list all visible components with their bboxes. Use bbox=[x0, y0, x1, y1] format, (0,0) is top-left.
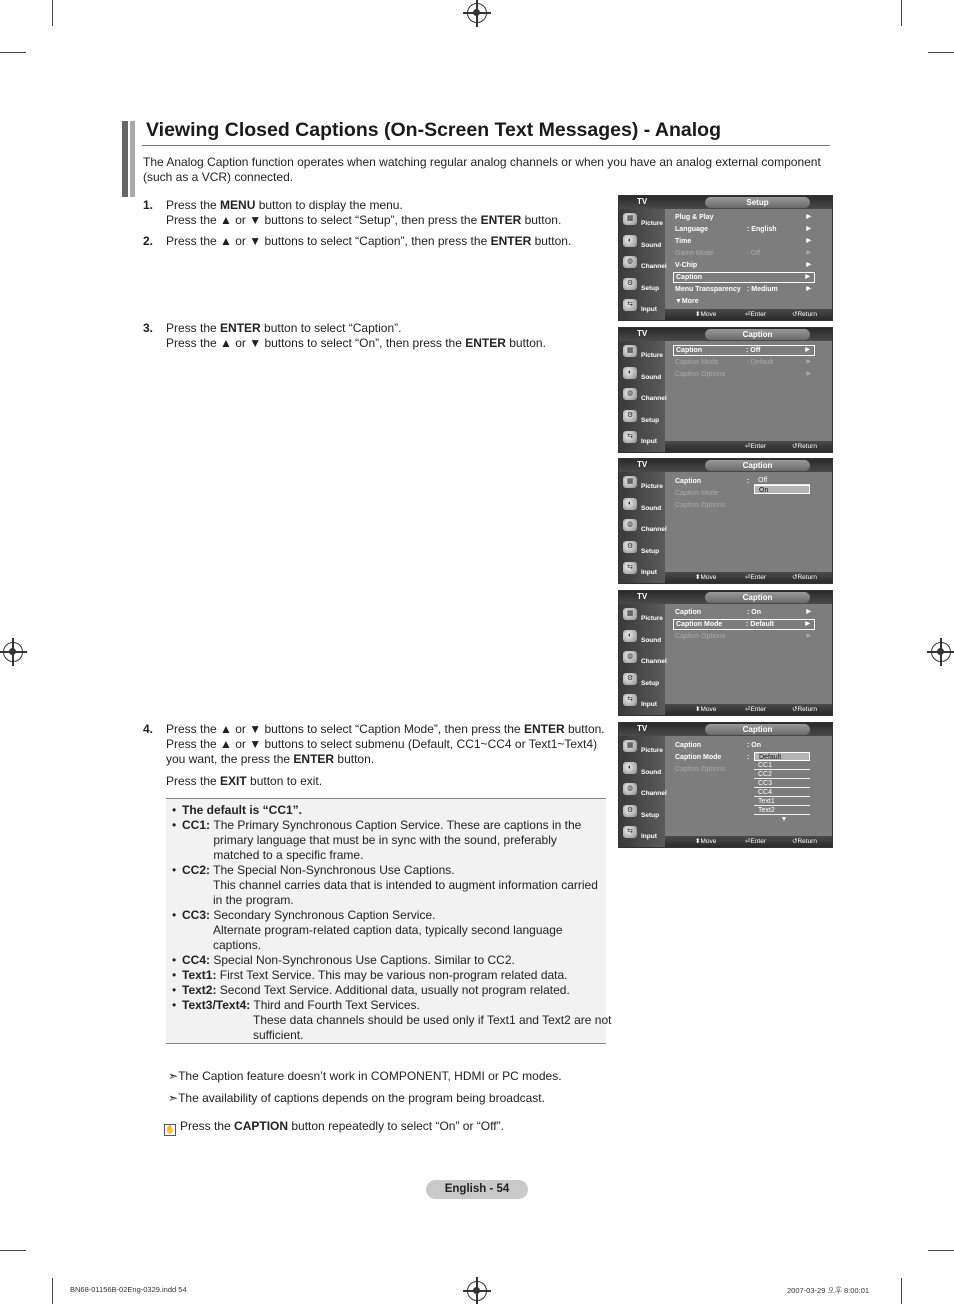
osd-header bbox=[619, 196, 832, 209]
osd-caption-menu bbox=[618, 327, 833, 453]
input-icon: ⇆ bbox=[623, 562, 637, 574]
note-text3-text4: • Text3/Text4: Third and Fourth Text Services. These data channels should be used only if Text1 and Text2 are not sufficient. bbox=[172, 998, 612, 1042]
right-arrow-icon: ▶ bbox=[806, 633, 811, 639]
osd-sidebar bbox=[619, 341, 665, 452]
picture-icon: ▦ bbox=[623, 476, 637, 488]
crop-mark bbox=[901, 0, 902, 26]
step-line: Press the ▲ or ▼ buttons to select “On”, then press the ENTER button. bbox=[166, 336, 546, 350]
osd-move-hint: ⬍ Move bbox=[695, 706, 717, 713]
osd-menu-title: Caption bbox=[705, 460, 810, 471]
osd-enter-hint: ⏎ Enter bbox=[745, 838, 766, 845]
osd-return-hint: ↺ Return bbox=[792, 574, 817, 581]
osd-sidebar-item-setup[interactable]: ⚙ Setup bbox=[621, 803, 665, 824]
osd-menu-title: Caption bbox=[705, 329, 810, 340]
osd-tv-label: TV bbox=[637, 197, 648, 206]
osd-row[interactable]: Caption : On bbox=[675, 742, 761, 749]
arrow-icon: ➣ bbox=[168, 1091, 179, 1105]
osd-row[interactable]: Caption Options ▶ bbox=[675, 371, 811, 378]
title-accent-bar bbox=[130, 121, 135, 197]
crop-mark bbox=[0, 1250, 26, 1251]
page-title: Viewing Closed Captions (On-Screen Text Messages) - Analog bbox=[146, 119, 722, 141]
osd-button-guide bbox=[665, 441, 832, 452]
channel-icon: ◍ bbox=[623, 256, 637, 268]
osd-sidebar-item-sound[interactable]: ◐ Sound bbox=[621, 760, 665, 781]
remote-button-icon: ✋ bbox=[165, 1125, 175, 1134]
step-number: 1. bbox=[143, 198, 154, 212]
osd-sidebar-item-sound[interactable]: ◐ Sound bbox=[621, 233, 665, 254]
date-slug: 2007-03-29 오후 8:00:01 bbox=[787, 1286, 870, 1295]
title-accent-bar bbox=[122, 121, 128, 197]
osd-button-guide bbox=[665, 572, 832, 583]
osd-move-hint: ⬍ Move bbox=[695, 311, 717, 318]
osd-sidebar-item-picture[interactable]: ▦ Picture bbox=[621, 343, 665, 364]
osd-tv-label: TV bbox=[637, 329, 648, 338]
osd-setup-menu bbox=[618, 195, 833, 321]
osd-row[interactable]: Caption : On ▶ bbox=[675, 609, 811, 616]
osd-sidebar-item-setup[interactable]: ⚙ Setup bbox=[621, 671, 665, 692]
step-1 bbox=[143, 198, 606, 228]
osd-row[interactable]: Caption Mode : bbox=[675, 754, 750, 761]
right-arrow-icon: ▶ bbox=[806, 286, 811, 292]
crop-mark bbox=[928, 1250, 954, 1251]
osd-sidebar-item-input[interactable]: ⇆ Input bbox=[621, 692, 665, 713]
osd-header bbox=[619, 723, 832, 736]
crop-mark bbox=[52, 1278, 53, 1304]
crop-mark bbox=[52, 0, 53, 26]
title-divider bbox=[142, 145, 830, 146]
file-slug: BN68-01156B-02Eng-0329.indd 54 bbox=[70, 1285, 187, 1294]
sound-icon: ◐ bbox=[623, 235, 637, 247]
osd-button-guide bbox=[665, 309, 832, 320]
osd-button-guide bbox=[665, 836, 832, 847]
osd-dropdown-option[interactable]: Default bbox=[754, 752, 810, 761]
picture-icon: ▦ bbox=[623, 608, 637, 620]
setup-icon: ⚙ bbox=[623, 278, 637, 290]
osd-return-hint: ↺ Return bbox=[792, 311, 817, 318]
osd-sidebar-item-channel[interactable]: ◍ Channel bbox=[621, 781, 665, 802]
picture-icon: ▦ bbox=[623, 213, 637, 225]
osd-return-hint: ↺ Return bbox=[792, 443, 817, 450]
osd-row[interactable]: Caption Options ▶ bbox=[675, 633, 811, 640]
step-line: Press the ▲ or ▼ buttons to select “Caption Mode”, then press the ENTER button. bbox=[166, 722, 605, 736]
picture-icon: ▦ bbox=[623, 740, 637, 752]
osd-sidebar-item-input[interactable]: ⇆ Input bbox=[621, 429, 665, 450]
osd-dropdown-option[interactable]: CC3 bbox=[754, 779, 810, 788]
right-arrow-icon: ▶ bbox=[805, 347, 810, 353]
input-icon: ⇆ bbox=[623, 431, 637, 443]
osd-tv-label: TV bbox=[637, 724, 648, 733]
osd-sidebar-item-sound[interactable]: ◐ Sound bbox=[621, 365, 665, 386]
osd-sidebar-item-channel[interactable]: ◍ Channel bbox=[621, 386, 665, 407]
osd-tv-label: TV bbox=[637, 460, 648, 469]
sound-icon: ◐ bbox=[623, 367, 637, 379]
osd-sidebar bbox=[619, 209, 665, 320]
osd-move-hint: ⬍ Move bbox=[695, 574, 717, 581]
osd-dropdown-option[interactable]: CC2 bbox=[754, 770, 810, 779]
osd-caption-mode-submenu bbox=[618, 722, 833, 848]
right-arrow-icon: ▶ bbox=[806, 238, 811, 244]
osd-dropdown-option[interactable]: Text2 bbox=[754, 806, 810, 815]
registration-mark-icon bbox=[467, 1281, 487, 1301]
step-line: Press the EXIT button to exit. bbox=[166, 774, 323, 788]
input-icon: ⇆ bbox=[623, 826, 637, 838]
note-text1: • Text1: First Text Service. This may be various non-program related data. bbox=[172, 968, 568, 982]
osd-sidebar-item-input[interactable]: ⇆ Input bbox=[621, 824, 665, 845]
right-arrow-icon: ▶ bbox=[806, 262, 811, 268]
setup-icon: ⚙ bbox=[623, 805, 637, 817]
step-number: 2. bbox=[143, 234, 154, 248]
osd-dropdown-option[interactable]: Off bbox=[754, 476, 810, 485]
step-4 bbox=[143, 722, 606, 789]
osd-caption-on-off bbox=[618, 458, 833, 584]
registration-mark-icon bbox=[467, 3, 487, 23]
osd-enter-hint: ⏎ Enter bbox=[745, 443, 766, 450]
osd-header bbox=[619, 591, 832, 604]
right-arrow-icon: ▶ bbox=[806, 214, 811, 220]
step-line: Press the ▲ or ▼ buttons to select “Setup”, then press the ENTER button. bbox=[166, 213, 562, 227]
osd-row[interactable]: Caption Mode : Default ▶ bbox=[675, 359, 811, 366]
osd-header bbox=[619, 328, 832, 341]
osd-dropdown bbox=[754, 752, 810, 824]
right-arrow-icon: ▶ bbox=[806, 371, 811, 377]
osd-row[interactable]: Plug & Play ▶ bbox=[675, 214, 811, 221]
osd-row[interactable]: Menu Transparency : Medium ▶ bbox=[675, 286, 811, 293]
osd-return-hint: ↺ Return bbox=[792, 838, 817, 845]
osd-row[interactable]: Caption : bbox=[675, 478, 750, 485]
osd-sidebar-item-sound[interactable]: ◐ Sound bbox=[621, 628, 665, 649]
step-2 bbox=[143, 234, 606, 249]
osd-sidebar-item-picture[interactable]: ▦ Picture bbox=[621, 606, 665, 627]
channel-icon: ◍ bbox=[623, 388, 637, 400]
right-arrow-icon: ▶ bbox=[805, 274, 810, 280]
intro-paragraph: The Analog Caption function operates when watching regular analog channels or when you have an analog external component (such as a VCR) connected. bbox=[143, 155, 821, 184]
registration-mark-icon bbox=[931, 642, 951, 662]
crop-mark bbox=[901, 1278, 902, 1304]
osd-button-guide bbox=[665, 704, 832, 715]
note-cc3: • CC3: Secondary Synchronous Caption Service. Alternate program-related caption data, typically second language captions. bbox=[172, 908, 563, 952]
setup-icon: ⚙ bbox=[623, 673, 637, 685]
osd-menu-title: Caption bbox=[705, 724, 810, 735]
osd-dropdown-option[interactable]: On bbox=[754, 485, 810, 494]
caption-button-tip: ✋ Press the CAPTION button repeatedly to select “On” or “Off”. bbox=[165, 1119, 504, 1134]
osd-menu-title: Setup bbox=[705, 197, 810, 208]
right-arrow-icon: ▶ bbox=[806, 359, 811, 365]
osd-row[interactable]: Caption Options bbox=[675, 766, 726, 773]
osd-header bbox=[619, 459, 832, 472]
osd-sidebar-item-setup[interactable]: ⚙ Setup bbox=[621, 539, 665, 560]
sound-icon: ◐ bbox=[623, 762, 637, 774]
osd-enter-hint: ⏎ Enter bbox=[745, 574, 766, 581]
osd-menu-title: Caption bbox=[705, 592, 810, 603]
input-icon: ⇆ bbox=[623, 299, 637, 311]
crop-mark bbox=[928, 52, 954, 53]
step-line: Press the MENU button to display the menu. bbox=[166, 198, 403, 212]
osd-row[interactable]: Caption Mode bbox=[675, 490, 719, 497]
osd-sidebar-item-setup[interactable]: ⚙ Setup bbox=[621, 408, 665, 429]
step-number: 3. bbox=[143, 321, 154, 335]
osd-dropdown-option[interactable]: Text1 bbox=[754, 797, 810, 806]
osd-dropdown-option[interactable]: ▼ bbox=[780, 816, 788, 823]
note-text2: • Text2: Second Text Service. Additional data, usually not program related. bbox=[172, 983, 570, 997]
osd-sidebar-item-picture[interactable]: ▦ Picture bbox=[621, 474, 665, 495]
osd-sidebar-item-input[interactable]: ⇆ Input bbox=[621, 297, 665, 318]
osd-row[interactable]: Language : English ▶ bbox=[675, 226, 811, 233]
osd-move-hint: ⬍ Move bbox=[695, 838, 717, 845]
osd-sidebar bbox=[619, 604, 665, 715]
right-arrow-icon: ▶ bbox=[806, 609, 811, 615]
channel-icon: ◍ bbox=[623, 519, 637, 531]
osd-enter-hint: ⏎ Enter bbox=[745, 311, 766, 318]
setup-icon: ⚙ bbox=[623, 410, 637, 422]
caption-mode-note-box bbox=[166, 798, 612, 1044]
osd-row[interactable]: Caption : Off ▶ bbox=[673, 345, 815, 356]
osd-sidebar-item-picture[interactable]: ▦ Picture bbox=[621, 211, 665, 232]
crop-mark bbox=[0, 52, 26, 53]
sound-icon: ◐ bbox=[623, 630, 637, 642]
step-3 bbox=[143, 321, 606, 351]
osd-sidebar-item-channel[interactable]: ◍ Channel bbox=[621, 649, 665, 670]
picture-icon: ▦ bbox=[623, 345, 637, 357]
step-line: Press the ENTER button to select “Caption”. bbox=[166, 321, 402, 335]
note-cc1: • CC1: The Primary Synchronous Caption Service. These are captions in the primary language that must be in sync with the sound, preferably matched to a specific frame. bbox=[172, 818, 582, 862]
osd-tv-label: TV bbox=[637, 592, 648, 601]
registration-mark-icon bbox=[3, 642, 23, 662]
step-line: Press the ▲ or ▼ buttons to select “Caption”, then press the ENTER button. bbox=[166, 234, 572, 248]
osd-sidebar bbox=[619, 736, 665, 847]
osd-dropdown bbox=[754, 476, 810, 494]
osd-row[interactable]: Caption ▶ bbox=[673, 272, 815, 283]
channel-icon: ◍ bbox=[623, 651, 637, 663]
osd-sidebar-item-setup[interactable]: ⚙ Setup bbox=[621, 276, 665, 297]
osd-row[interactable]: Time ▶ bbox=[675, 238, 811, 245]
sound-icon: ◐ bbox=[623, 498, 637, 510]
note-cc4: • CC4: Special Non-Synchronous Use Captions. Similar to CC2. bbox=[172, 953, 515, 967]
note-default: • The default is “CC1”. bbox=[172, 803, 303, 817]
footnote: ➣The Caption feature doesn’t work in COMPONENT, HDMI or PC modes. bbox=[168, 1069, 562, 1083]
osd-enter-hint: ⏎ Enter bbox=[745, 706, 766, 713]
right-arrow-icon: ▶ bbox=[805, 621, 810, 627]
osd-row[interactable]: V-Chip ▶ bbox=[675, 262, 811, 269]
osd-row[interactable]: ▼More bbox=[675, 298, 699, 305]
right-arrow-icon: ▶ bbox=[806, 250, 811, 256]
osd-return-hint: ↺ Return bbox=[792, 706, 817, 713]
footnote: ➣The availability of captions depends on the program being broadcast. bbox=[168, 1091, 545, 1105]
step-number: 4. bbox=[143, 722, 154, 736]
osd-row[interactable]: Game Mode : Off ▶ bbox=[675, 250, 811, 257]
osd-sidebar-item-picture[interactable]: ▦ Picture bbox=[621, 738, 665, 759]
arrow-icon: ➣ bbox=[168, 1069, 179, 1083]
right-arrow-icon: ▶ bbox=[806, 226, 811, 232]
osd-caption-mode-select bbox=[618, 590, 833, 716]
osd-sidebar bbox=[619, 472, 665, 583]
page-number-badge: English - 54 bbox=[426, 1180, 528, 1199]
osd-dropdown-option[interactable]: CC1 bbox=[754, 761, 810, 770]
step-line: Press the ▲ or ▼ buttons to select submenu (Default, CC1~CC4 or Text1~Text4) you want, the press the ENTER button. bbox=[166, 737, 598, 766]
osd-sidebar-item-input[interactable]: ⇆ Input bbox=[621, 560, 665, 581]
input-icon: ⇆ bbox=[623, 694, 637, 706]
channel-icon: ◍ bbox=[623, 783, 637, 795]
setup-icon: ⚙ bbox=[623, 541, 637, 553]
osd-sidebar-item-channel[interactable]: ◍ Channel bbox=[621, 254, 665, 275]
osd-row[interactable]: Caption Options bbox=[675, 502, 726, 509]
note-cc2: • CC2: The Special Non-Synchronous Use Captions. This channel carries data that is intended to augment information carried in the program. bbox=[172, 863, 598, 907]
osd-sidebar-item-channel[interactable]: ◍ Channel bbox=[621, 517, 665, 538]
osd-row[interactable]: Caption Mode : Default ▶ bbox=[673, 619, 815, 630]
osd-dropdown-option[interactable]: CC4 bbox=[754, 788, 810, 797]
osd-sidebar-item-sound[interactable]: ◐ Sound bbox=[621, 496, 665, 517]
